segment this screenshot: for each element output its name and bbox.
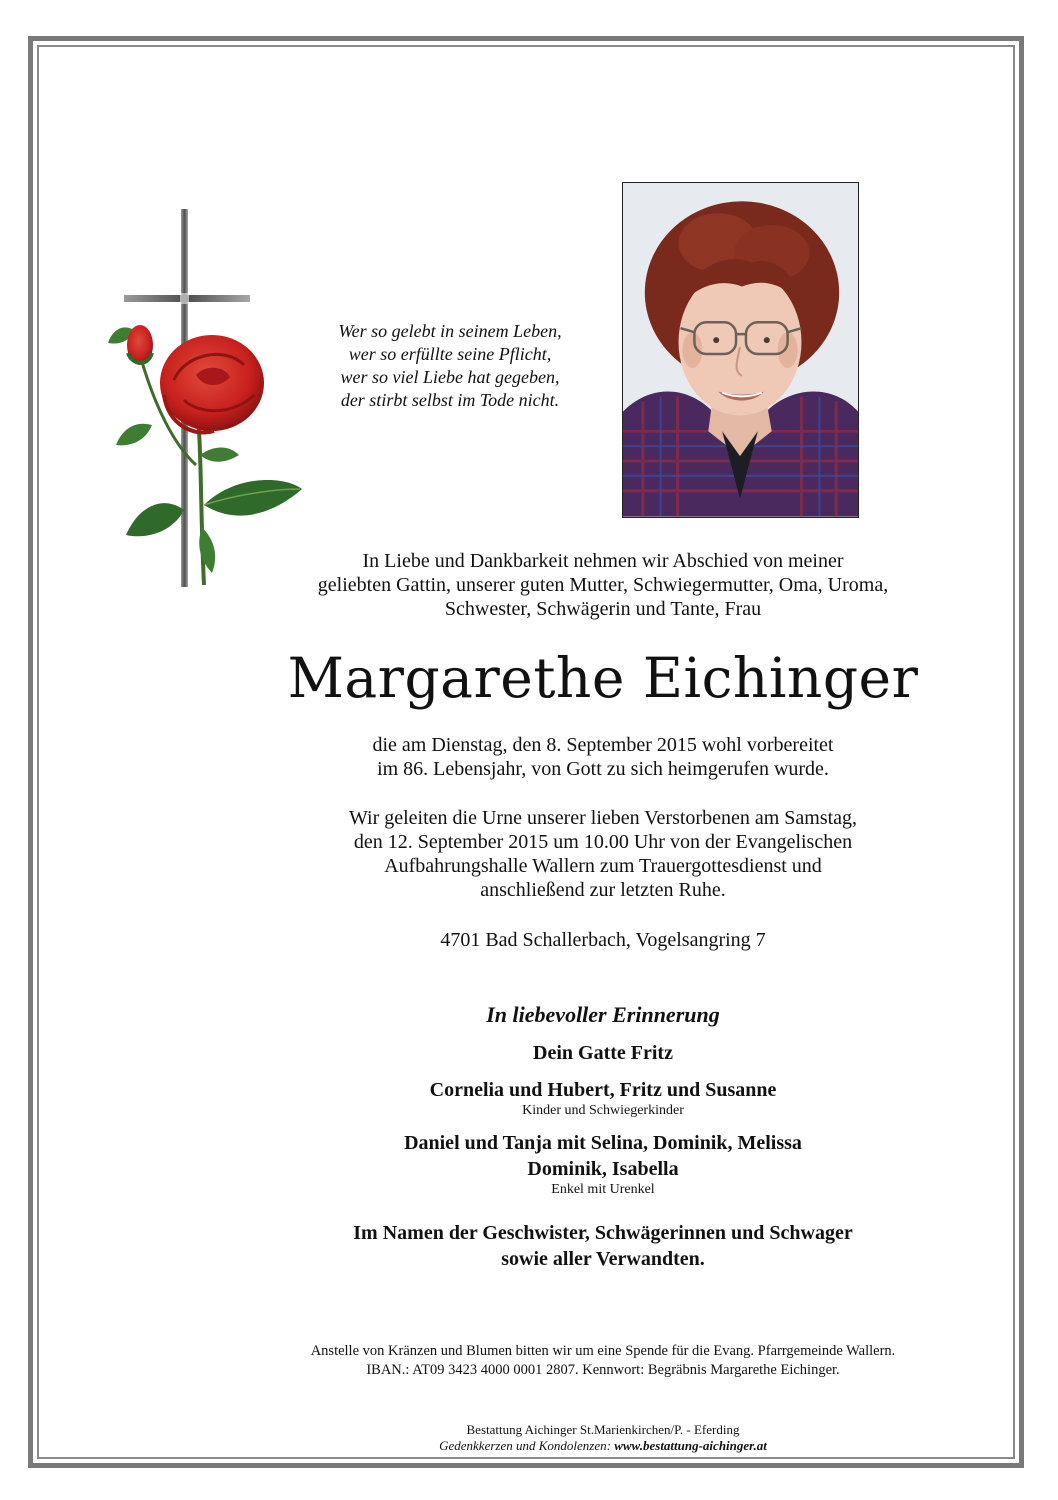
portrait-photo <box>622 182 859 518</box>
family-children <box>220 1077 986 1119</box>
family-spouse: Dein Gatte Fritz <box>533 1042 673 1064</box>
siblings-line-2: sowie aller Verwandten. <box>501 1248 705 1270</box>
death-line: im 86. Lebensjahr, von Gott zu sich heimgerufen wurde. <box>377 758 829 780</box>
children-names: Cornelia und Hubert, Fritz und Susanne <box>429 1079 777 1101</box>
undertaker-name: Bestattung Aichinger St.Marienkirchen/P. - Eferding <box>466 1422 740 1437</box>
poem <box>300 320 600 412</box>
undertaker-info <box>300 1422 906 1454</box>
grandchildren-names-1: Daniel und Tanja mit Selina, Dominik, Melissa <box>404 1132 802 1154</box>
poem-line: der stirbt selbst im Tode nicht. <box>340 390 560 410</box>
donation-notice <box>240 1342 966 1380</box>
cross-with-rose-icon <box>104 205 309 600</box>
donation-line: IBAN.: AT09 3423 4000 0001 2807. Kennwort: Begräbnis Margarethe Eichinger. <box>366 1362 840 1378</box>
funeral-line: Wir geleiten die Urne unserer lieben Verstorbenen am Samstag, <box>348 807 858 829</box>
condolence-label: Gedenkkerzen und Kondolenzen: <box>439 1438 611 1453</box>
funeral-line: den 12. September 2015 um 10.00 Uhr von der Evangelischen <box>353 831 853 853</box>
grandchildren-label: Enkel mit Urenkel <box>551 1182 655 1197</box>
funeral-line: anschließend zur letzten Ruhe. <box>480 879 726 901</box>
intro-text <box>260 549 946 621</box>
family-siblings <box>220 1220 986 1272</box>
intro-line: geliebten Gattin, unserer guten Mutter, Schwiegermutter, Oma, Uroma, <box>317 574 889 596</box>
siblings-line-1: Im Namen der Geschwister, Schwägerinnen und Schwager <box>353 1222 853 1244</box>
funeral-notice <box>260 806 946 902</box>
poem-line: Wer so gelebt in seinem Leben, <box>338 321 562 341</box>
donation-line: Anstelle von Kränzen und Blumen bitten wir um eine Spende für die Evang. Pfarrgemeinde Wallern. <box>310 1343 896 1359</box>
deceased-name: Margarethe Eichinger <box>287 646 919 710</box>
family-grandchildren <box>220 1130 986 1198</box>
address: 4701 Bad Schallerbach, Vogelsangring 7 <box>440 929 766 951</box>
poem-line: wer so viel Liebe hat gegeben, <box>340 367 560 387</box>
funeral-line: Aufbahrungshalle Wallern zum Trauergottesdienst und <box>384 855 822 877</box>
death-notice <box>260 733 946 781</box>
intro-line: Schwester, Schwägerin und Tante, Frau <box>444 598 762 620</box>
undertaker-website-link[interactable]: www.bestattung-aichinger.at <box>614 1438 767 1453</box>
children-label: Kinder und Schwiegerkinder <box>522 1103 684 1118</box>
death-line: die am Dienstag, den 8. September 2015 wohl vorbereitet <box>372 734 834 756</box>
memory-heading: In liebevoller Erinnerung <box>486 1002 720 1027</box>
poem-line: wer so erfüllte seine Pflicht, <box>348 344 552 364</box>
intro-line: In Liebe und Dankbarkeit nehmen wir Abschied von meiner <box>362 550 844 572</box>
grandchildren-names-2: Dominik, Isabella <box>527 1158 679 1180</box>
